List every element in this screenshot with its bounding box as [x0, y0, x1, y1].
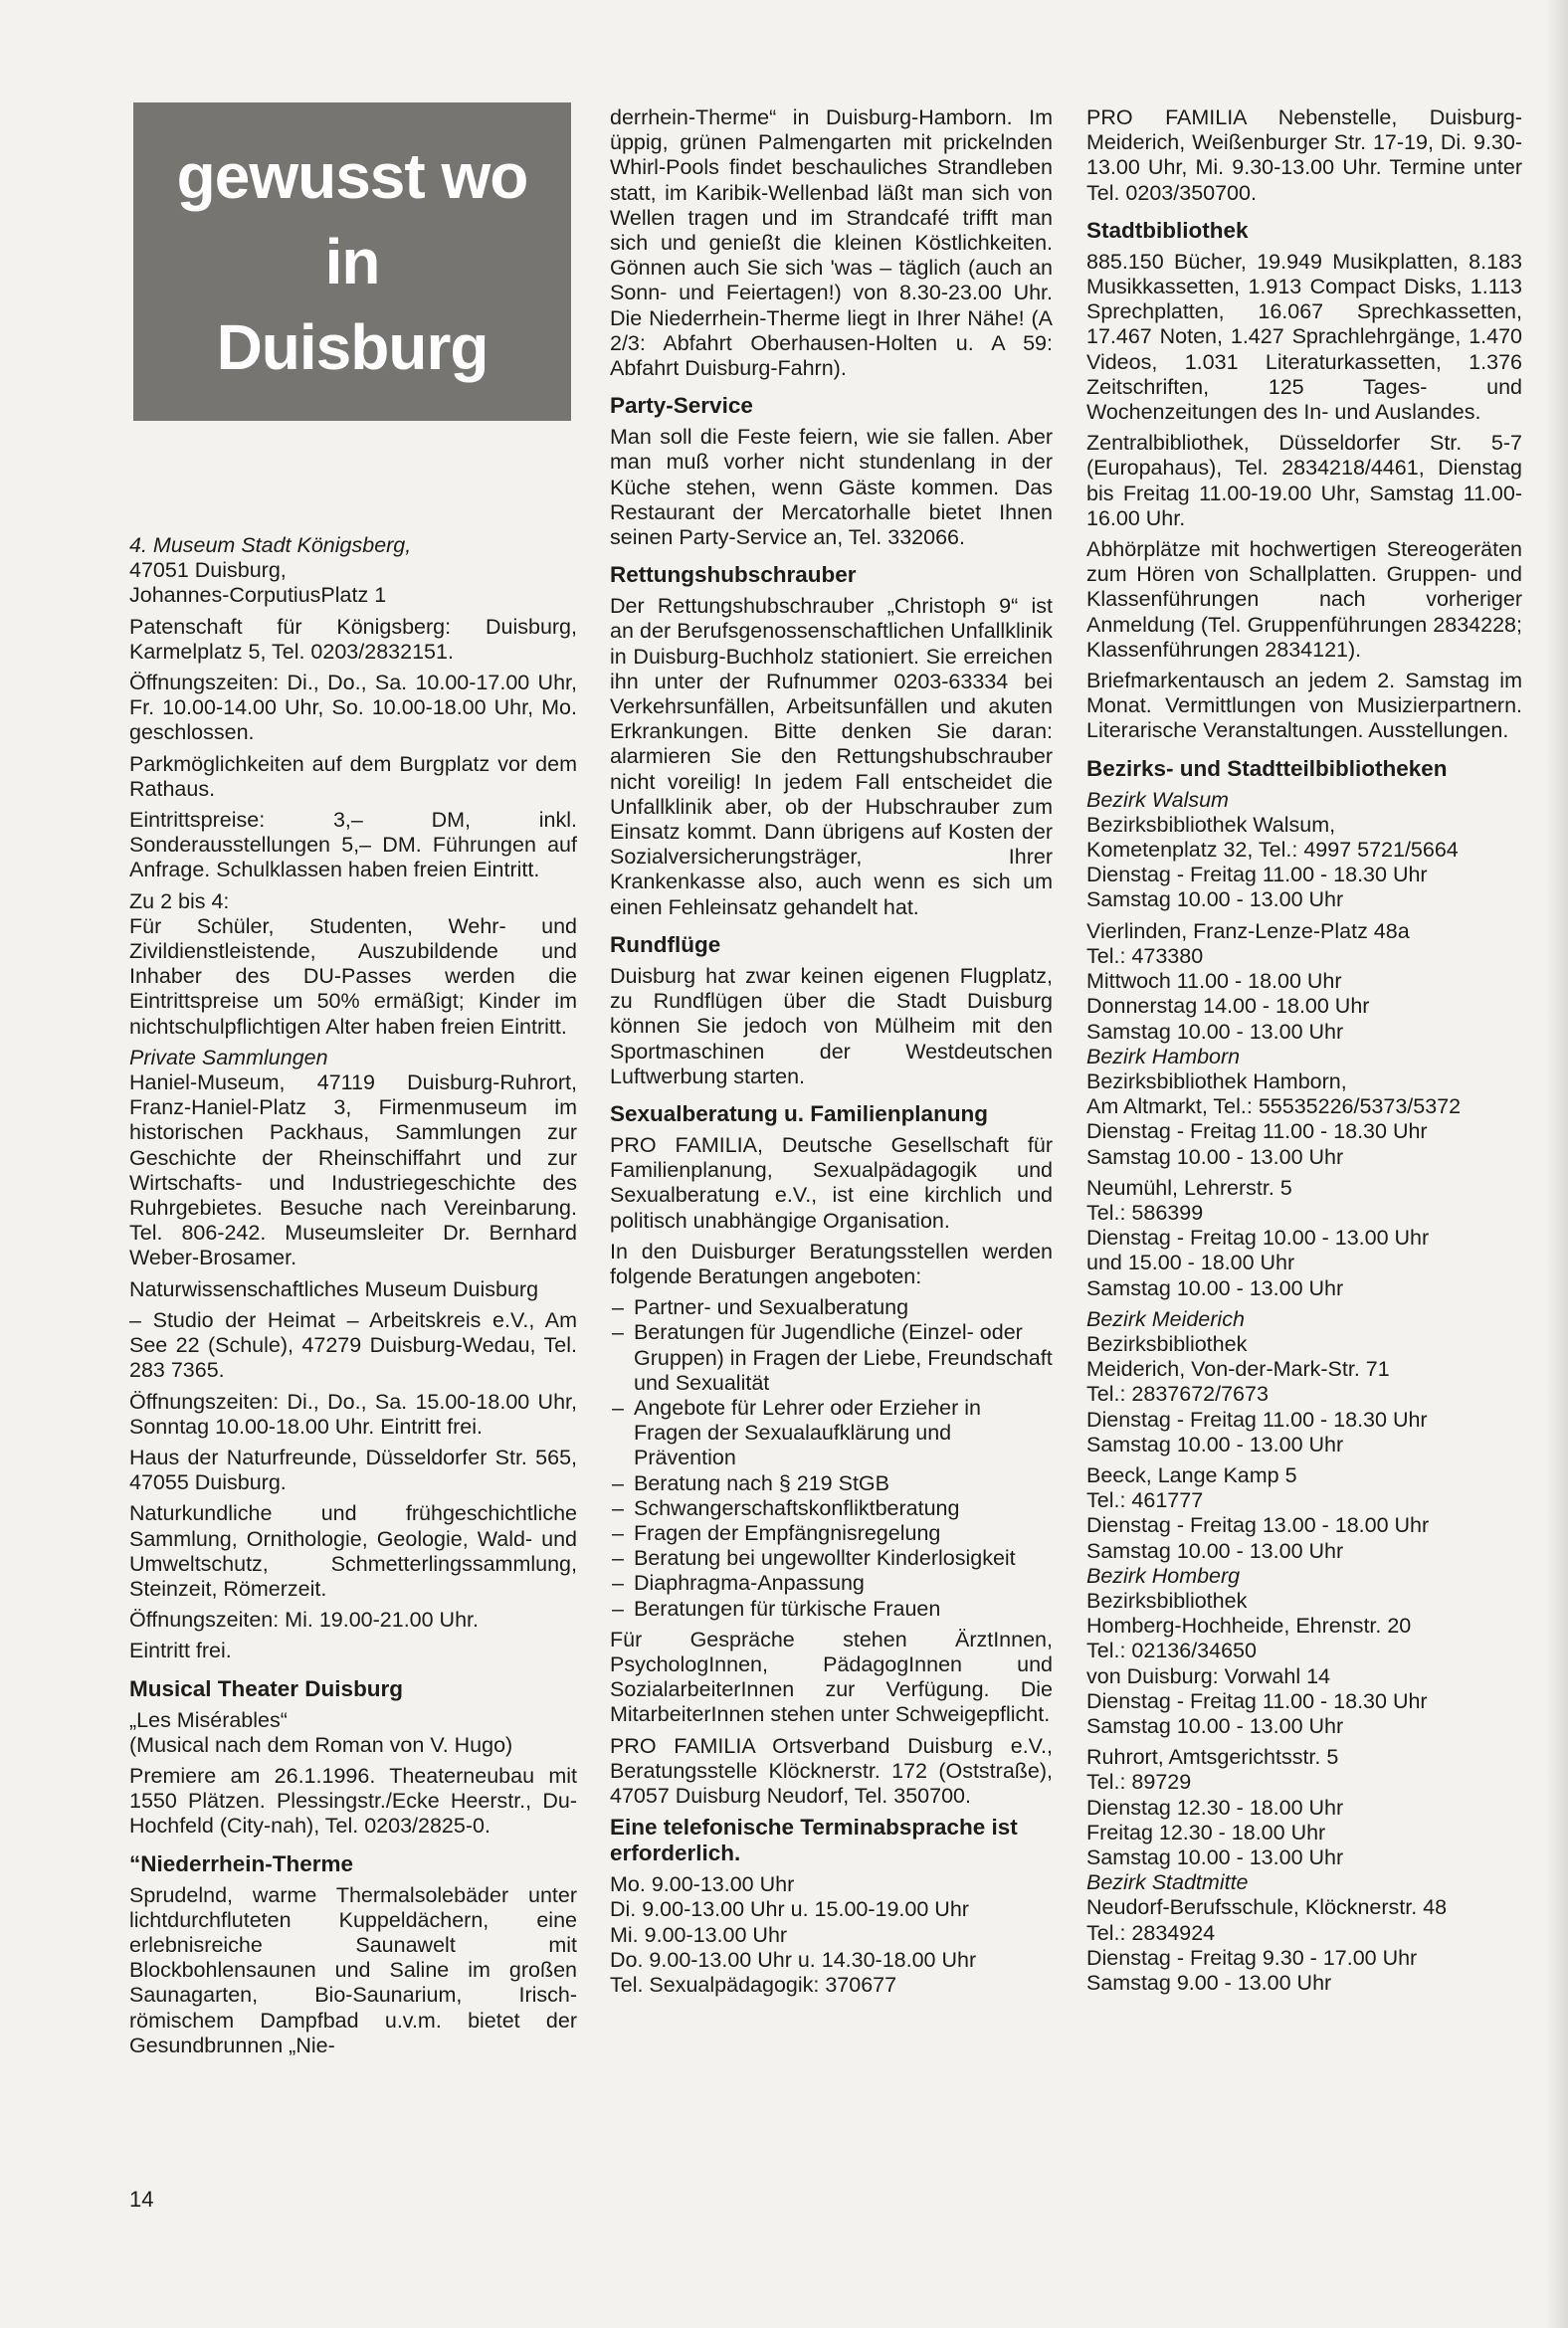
library-line: Samstag 10.00 - 13.00 Uhr [1086, 1019, 1344, 1044]
list-item: – Beratung bei ungewollter Kinderlosigkeit [610, 1546, 1053, 1571]
library-line: Samstag 10.00 - 13.00 Uhr [1086, 887, 1344, 912]
library-line: Am Altmarkt, Tel.: 55535226/5373/5372 [1086, 1094, 1462, 1119]
therme-text-continued: derrhein-Therme“ in Duisburg-Hamborn. Im üppig, grünen Palmengarten mit prickelnden Whirl-Pools findet beschauliches Strandleben statt, im Karibik-Wellenbad läßt man sich von Wellen tragen und im Strandcafé trifft man sich und genießt die kleinen Köstlichkeiten. Gönnen auch Sie sich 'was – täglich (auch an Sonn- und Feiertagen!) von 8.30-23.00 Uhr. Die Niederrhein-Therme liegt in Ihrer Nähe! (A 2/3: Abfahrt Oberhausen-Holten u. A 59: Abfahrt Duisburg-Fahrn). [610, 105, 1053, 381]
therme-text: Sprudelnd, warme Thermalsolebäder unter lichtdurchfluteten Kuppeldächern, eine erlebnisreiche Saunawelt mit Blockbohlensaunen und Saline im großen Saunagarten, Bio-Saunarium, Irisch-römischem Dampfbad u.v.m. bietet der Gesundbrunnen „Nie- [129, 1882, 577, 2057]
library-line: Dienstag - Freitag 11.00 - 18.30 Uhr [1086, 1407, 1428, 1432]
beratung-list [610, 1295, 1053, 1622]
naturkundliche-text: Naturkundliche und frühgeschichtliche Sammlung, Ornithologie, Geologie, Wald- und Umweltschutz, Schmetterlingssammlung, Steinzeit, Römerzeit. [129, 1501, 577, 1601]
nebenstelle-text: PRO FAMILIA Nebenstelle, Duisburg-Meiderich, Weißenburger Str. 17-19, Di. 9.30-13.00 Uhr, Mi. 9.30-13.00 Uhr. Termine unter Tel. 0203/350700. [1086, 105, 1522, 205]
rettung-text: Der Rettungshubschrauber „Christoph 9“ ist an der Berufsgenossenschaftlichen Unfallklinik in Duisburg-Buchholz stationiert. Sie erreichen ihn unter der Rufnummer 0203-63334 bei Verkehrsunfällen, Arbeitsunfällen und akuten Erkrankungen. Bitte denken Sie daran: alarmieren Sie den Rettungshubschrauber nicht voreilig! In jedem Fall entscheidet die Unfallklinik aber, ob der Hubschrauber zum Einsatz kommt. Dann übrigens auf Kosten der Sozialversicherungsträger, Ihrer Krankenkasse also, auch wenn es sich um einen Fehleinsatz gehandelt hat. [610, 594, 1053, 919]
discount-text: Für Schüler, Studenten, Wehr- und Zivildienstleistende, Auszubildende und Inhaber des DU-Passes werden die Eintrittspreise um 50% ermäßigt; Kinder im nichtschulpflichtigen Alter haben freien Eintritt. [129, 913, 577, 1039]
rettung-heading: Rettungshubschrauber [610, 562, 857, 588]
parking-text: Parkmöglichkeiten auf dem Burgplatz vor dem Rathaus. [129, 751, 577, 801]
museum-address-1: 47051 Duisburg, [129, 558, 287, 583]
library-line: Vierlinden, Franz-Lenze-Platz 48a [1086, 918, 1410, 943]
page-number: 14 [129, 2187, 154, 2212]
library-line: Kometenplatz 32, Tel.: 4997 5721/5664 [1086, 838, 1459, 863]
naturfreunde-admission: Eintritt frei. [129, 1639, 232, 1663]
sexualberatung-heading: Sexualberatung u. Familienplanung [610, 1100, 989, 1126]
column-2 [610, 105, 1053, 1998]
termin-heading: Eine telefonische Terminabsprache ist erforderlich. [610, 1815, 1018, 1866]
party-service-text: Man soll die Feste feiern, wie sie fallen. Aber man muß vorher nicht stundenlang in der Küche stehen, wenn Gäste kommen. Das Restaurant der Mercatorhalle bietet Ihnen seinen Party-Service an, Tel. 332066. [610, 425, 1053, 550]
museum-address-2: Johannes-CorputiusPlatz 1 [129, 583, 387, 608]
termin-line: Mi. 9.00-13.00 Uhr [610, 1922, 788, 1947]
library-line: Beeck, Lange Kamp 5 [1086, 1462, 1297, 1487]
zentralbibliothek-text: Zentralbibliothek, Düsseldorfer Str. 5-7 (Europahaus), Tel. 2834218/4461, Dienstag bis Freitag 11.00-19.00 Uhr, Samstag 11.00-16.00 Uhr. [1086, 431, 1522, 530]
library-line: Bezirksbibliothek Walsum, [1086, 812, 1336, 837]
library-line: Dienstag - Freitag 9.30 - 17.00 Uhr [1086, 1945, 1418, 1970]
column-3 [1086, 105, 1522, 1996]
studio-heimat-text: – Studio der Heimat – Arbeitskreis e.V., Am See 22 (Schule), 47279 Duisburg-Wedau, Tel. 283 7365. [129, 1307, 577, 1383]
stadtbibliothek-bestand: 885.150 Bücher, 19.949 Musikplatten, 8.183 Musikkassetten, 1.913 Compact Disks, 1.113 Sprechplatten, 16.067 Sprechkassetten, 17.467 Noten, 1.427 Sprachlehrgänge, 1.470 Videos, 1.031 Literaturkassetten, 1.376 Zeitschriften, 125 Tages- und Wochenzeitungen des In- und Auslandes. [1086, 249, 1522, 425]
library-line: Bezirksbibliothek Hamborn, [1086, 1068, 1347, 1093]
musical-text: Premiere am 26.1.1996. Theaterneubau mit 1550 Plätzen. Plessingstr./Ecke Heerstr., Du-Hochfeld (City-nah), Tel. 0203/2825-0. [129, 1763, 577, 1839]
library-line: Bezirksbibliothek [1086, 1588, 1248, 1613]
library-line: Tel.: 2837672/7673 [1086, 1382, 1269, 1407]
discount-label: Zu 2 bis 4: [129, 888, 230, 913]
list-item: – Angebote für Lehrer oder Erzieher in Fragen der Sexualaufklärung und Prävention [610, 1396, 1053, 1471]
haniel-museum-text: Haniel-Museum, 47119 Duisburg-Ruhrort, Franz-Haniel-Platz 3, Firmenmuseum im historischen Packhaus, Sammlungen zur Geschichte der Rheinschiffahrt und zur Wirtschafts- und Industriegeschichte des Ruhrgebietes. Besuche nach Vereinbarung. Tel. 806-242. Museumsleiter Dr. Bernhard Weber-Brosamer. [129, 1070, 577, 1270]
briefmarken-text: Briefmarkentausch an jedem 2. Samstag im Monat. Vermittlungen von Musizierpartnern. Literarische Veranstaltungen. Ausstellungen. [1086, 669, 1522, 743]
homberg-label: Bezirk Homberg [1086, 1563, 1241, 1588]
title-box [133, 102, 571, 421]
library-line: Bezirksbibliothek [1086, 1331, 1248, 1356]
list-item: – Diaphragma-Anpassung [610, 1571, 1053, 1596]
library-line: Freitag 12.30 - 18.00 Uhr [1086, 1820, 1326, 1844]
list-item: – Partner- und Sexualberatung [610, 1295, 1053, 1320]
museum-hours: Öffnungszeiten: Di., Do., Sa. 10.00-17.00 Uhr, Fr. 10.00-14.00 Uhr, So. 10.00-18.00 Uhr, Mo. geschlossen. [129, 671, 577, 745]
library-line: Samstag 10.00 - 13.00 Uhr [1086, 1713, 1344, 1738]
library-line: Tel.: 473380 [1086, 943, 1204, 968]
list-item: – Schwangerschaftskonfliktberatung [610, 1496, 1053, 1521]
library-line: Dienstag - Freitag 13.00 - 18.00 Uhr [1086, 1513, 1430, 1538]
page-edge-shadow [1546, 0, 1568, 2328]
museum-heading: 4. Museum Stadt Königsberg, [129, 533, 412, 557]
library-line: Samstag 10.00 - 13.00 Uhr [1086, 1275, 1344, 1300]
library-line: Samstag 10.00 - 13.00 Uhr [1086, 1845, 1344, 1869]
library-line: Samstag 10.00 - 13.00 Uhr [1086, 1144, 1344, 1169]
library-line: Tel.: 586399 [1086, 1200, 1204, 1225]
rundfluege-heading: Rundflüge [610, 931, 721, 957]
library-line: von Duisburg: Vorwahl 14 [1086, 1663, 1331, 1688]
party-service-heading: Party-Service [610, 393, 753, 419]
library-line: Samstag 10.00 - 13.00 Uhr [1086, 1432, 1344, 1456]
naturfreunde-text: Haus der Naturfreunde, Düsseldorfer Str. 565, 47055 Duisburg. [129, 1445, 577, 1495]
profamilia-text: PRO FAMILIA, Deutsche Gesellschaft für Familienplanung, Sexualpädagogik und Sexualberatung e.V., ist eine kirchlich und politisch unabhängige Organisation. [610, 1132, 1053, 1233]
private-collections-heading: Private Sammlungen [129, 1045, 328, 1069]
library-line: Dienstag 12.30 - 18.00 Uhr [1086, 1795, 1344, 1820]
meiderich-label: Bezirk Meiderich [1086, 1306, 1245, 1331]
musical-heading: Musical Theater Duisburg [129, 1675, 404, 1701]
beratung-intro: In den Duisburger Beratungsstellen werden folgende Beratungen angeboten: [610, 1239, 1053, 1288]
library-line: Dienstag - Freitag 11.00 - 18.30 Uhr [1086, 1119, 1428, 1144]
bezirksbibliotheken-heading: Bezirks- und Stadtteilbibliotheken [1086, 755, 1448, 781]
library-line: Homberg-Hochheide, Ehrenstr. 20 [1086, 1614, 1412, 1639]
hamborn-label: Bezirk Hamborn [1086, 1044, 1241, 1068]
library-line: Dienstag - Freitag 11.00 - 18.30 Uhr [1086, 1688, 1428, 1713]
library-line: Neudorf-Berufsschule, Klöcknerstr. 48 [1086, 1895, 1448, 1920]
library-line: und 15.00 - 18.00 Uhr [1086, 1251, 1295, 1275]
naturwiss-museum-title: Naturwissenschaftliches Museum Duisburg [129, 1276, 539, 1301]
library-line: Tel.: 461777 [1086, 1488, 1204, 1513]
rundfluege-text: Duisburg hat zwar keinen eigenen Flugplatz, zu Rundflügen über die Stadt Duisburg können Sie jedoch von Mülheim mit den Sportmaschinen der Westdeutschen Luftwerbung starten. [610, 963, 1053, 1088]
termin-line: Tel. Sexualpädagogik: 370677 [610, 1973, 897, 1997]
gespraeche-text: Für Gespräche stehen ÄrztInnen, PsychologInnen, PädagogInnen und SozialarbeiterInnen zur Verfügung. Die MitarbeiterInnen stehen unter Schweigepflicht. [610, 1627, 1053, 1727]
stadtbibliothek-heading: Stadtbibliothek [1086, 217, 1249, 243]
therme-heading: “Niederrhein-Therme [129, 1850, 354, 1876]
library-line: Donnerstag 14.00 - 18.00 Uhr [1086, 994, 1370, 1019]
list-item: – Beratung nach § 219 StGB [610, 1471, 1053, 1496]
musical-subtitle: (Musical nach dem Roman von V. Hugo) [129, 1732, 513, 1757]
title-line-3: Duisburg [216, 311, 489, 383]
library-line: Tel.: 02136/34650 [1086, 1639, 1257, 1663]
stadtmitte-label: Bezirk Stadtmitte [1086, 1870, 1249, 1895]
termin-line: Mo. 9.00-13.00 Uhr [610, 1872, 795, 1897]
walsum-label: Bezirk Walsum [1086, 787, 1229, 812]
admission-text: Eintrittspreise: 3,– DM, inkl. Sonderausstellungen 5,– DM. Führungen auf Anfrage. Schulklassen haben freien Eintritt. [129, 808, 577, 882]
list-item: – Beratungen für türkische Frauen [610, 1597, 1053, 1622]
patenschaft-text: Patenschaft für Königsberg: Duisburg, Karmelplatz 5, Tel. 0203/2832151. [129, 614, 577, 664]
ortsverband-text: PRO FAMILIA Ortsverband Duisburg e.V., Beratungsstelle Klöcknerstr. 172 (Oststraße), 47057 Duisburg Neudorf, Tel. 350700. [610, 1733, 1053, 1808]
library-line: Neumühl, Lehrerstr. 5 [1086, 1175, 1292, 1200]
library-line: Dienstag - Freitag 10.00 - 13.00 Uhr [1086, 1226, 1430, 1251]
library-line: Tel.: 2834924 [1086, 1920, 1216, 1945]
library-line: Samstag 9.00 - 13.00 Uhr [1086, 1971, 1332, 1996]
library-line: Ruhrort, Amtsgerichtsstr. 5 [1086, 1745, 1339, 1770]
library-line: Meiderich, Von-der-Mark-Str. 71 [1086, 1357, 1390, 1382]
title-line-2: in [324, 226, 380, 297]
library-line: Mittwoch 11.00 - 18.00 Uhr [1086, 969, 1342, 994]
termin-line: Di. 9.00-13.00 Uhr u. 15.00-19.00 Uhr [610, 1897, 969, 1922]
list-item: – Fragen der Empfängnisregelung [610, 1521, 1053, 1546]
column-1 [129, 533, 577, 2064]
termin-line: Do. 9.00-13.00 Uhr u. 14.30-18.00 Uhr [610, 1947, 977, 1972]
studio-hours: Öffnungszeiten: Di., Do., Sa. 15.00-18.00 Uhr, Sonntag 10.00-18.00 Uhr. Eintritt frei. [129, 1389, 577, 1439]
library-line: Dienstag - Freitag 11.00 - 18.30 Uhr [1086, 863, 1428, 887]
library-line: Tel.: 89729 [1086, 1770, 1192, 1795]
naturfreunde-hours: Öffnungszeiten: Mi. 19.00-21.00 Uhr. [129, 1608, 479, 1633]
list-item: – Beratungen für Jugendliche (Einzel- oder Gruppen) in Fragen der Liebe, Freundschaft und Sexualität [610, 1320, 1053, 1396]
library-line: Samstag 10.00 - 13.00 Uhr [1086, 1538, 1344, 1563]
title-line-1: gewusst wo [176, 140, 528, 212]
musical-title: „Les Misérables“ [129, 1707, 288, 1732]
abhoerplaetze-text: Abhörplätze mit hochwertigen Stereogeräten zum Hören von Schallplatten. Gruppen- und Klassenführungen nach vorheriger Anmeldung (Tel. Gruppenführungen 2834228; Klassenführungen 2834121). [1086, 537, 1522, 662]
